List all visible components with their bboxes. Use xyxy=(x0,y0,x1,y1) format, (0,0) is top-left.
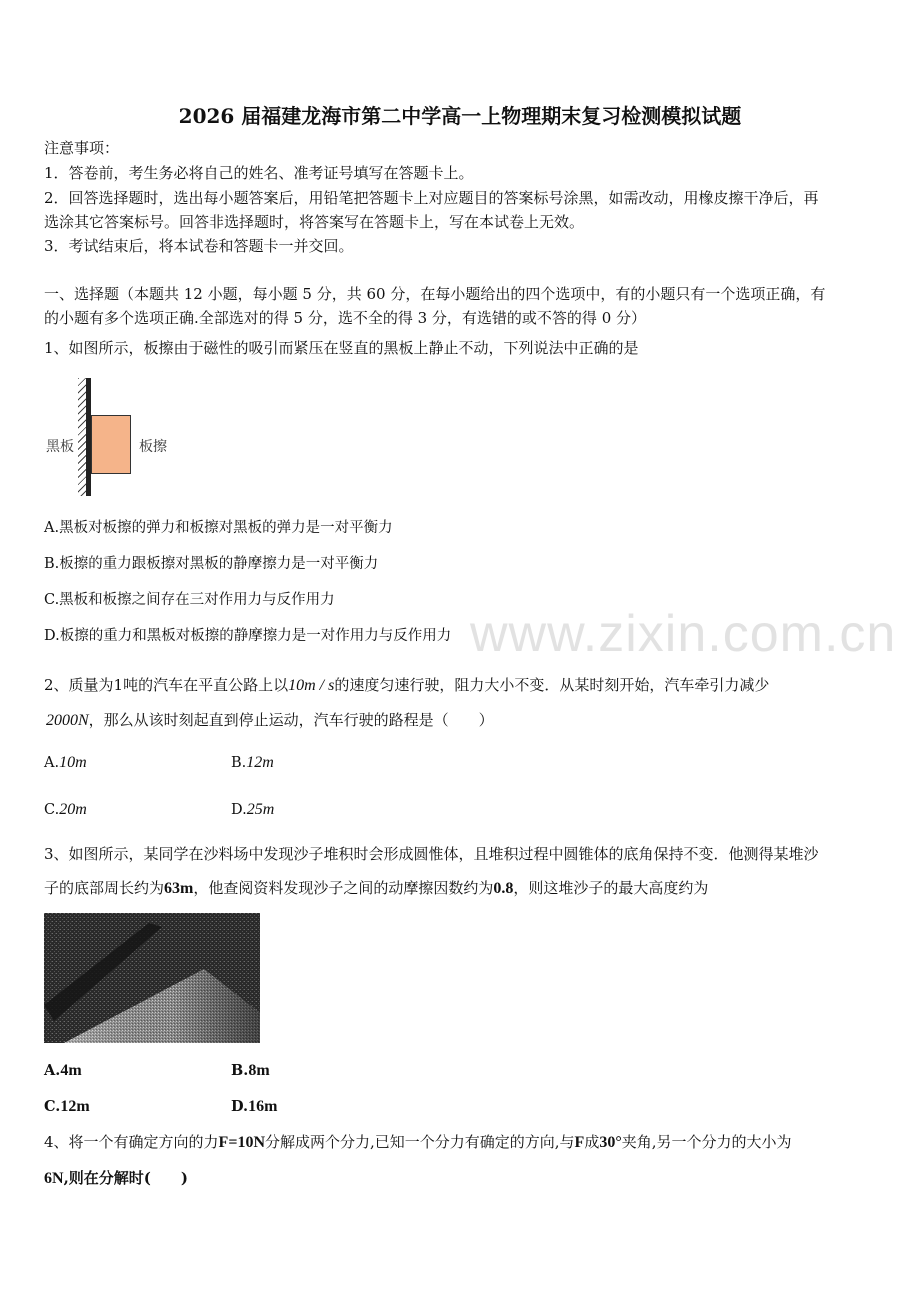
q2-stem-line1 xyxy=(44,675,769,696)
q3-stem-part3: ，则这堆沙子的最大高度约为 xyxy=(513,879,709,897)
q2-option-c xyxy=(44,800,87,820)
q3-option-c-label: C. xyxy=(44,1098,61,1115)
notice-item-3: 3．考试结束后，将本试卷和答题卡一并交回。 xyxy=(44,237,354,255)
page-title: 2026 届福建龙海市第二中学高一上物理期末复习检测模拟试题 xyxy=(178,104,742,128)
q2-option-b-label: B. xyxy=(231,755,247,771)
q2-option-a-value: 10m xyxy=(59,754,87,771)
q3-stem-part1: 子的底部周长约为 xyxy=(44,879,165,897)
wall-hatch xyxy=(78,378,86,496)
q4-stem-part5: ,则在分解时( ) xyxy=(63,1169,188,1187)
q2-stem-part2: 的速度匀速行驶，阻力大小不变．从某时刻开始，汽车牵引力减少 xyxy=(334,676,770,694)
notice-item-2: 2．回答选择题时，选出每小题答案后，用铅笔把答题卡上对应题目的答案标号涂黑，如需改动，用橡皮擦干净后，再 xyxy=(44,189,819,207)
q3-option-a-label: A. xyxy=(44,1062,61,1079)
q3-option-d-value: 16m xyxy=(248,1098,278,1115)
q2-option-d xyxy=(231,800,274,820)
q3-option-a xyxy=(44,1061,82,1081)
q3-option-c xyxy=(44,1097,90,1117)
eraser-label: 板擦 xyxy=(139,439,167,455)
q1-option-c: C.黑板和板擦之间存在三对作用力与反作用力 xyxy=(44,592,335,608)
q1-option-d: D.板擦的重力和黑板对板擦的静摩擦力是一对作用力与反作用力 xyxy=(44,628,452,644)
q1-stem: 1、如图所示，板擦由于磁性的吸引而紧压在竖直的黑板上静止不动，下列说法中正确的是 xyxy=(44,339,639,357)
q1-option-b: B.板擦的重力跟板擦对黑板的静摩擦力是一对平衡力 xyxy=(44,556,379,572)
sand-pile-photo xyxy=(44,913,260,1043)
q3-option-d xyxy=(231,1097,277,1117)
q4-stem-part4: 夹角,另一个分力的大小为 xyxy=(621,1133,792,1151)
q3-option-b xyxy=(231,1061,270,1081)
q3-option-d-label: D. xyxy=(231,1098,249,1115)
q2-option-c-value: 20m xyxy=(59,801,87,818)
eraser-block xyxy=(91,415,131,474)
section-heading-cont: 的小题有多个选项正确.全部选对的得 5 分，选不全的得 3 分，有选错的或不答的得 0 分） xyxy=(44,309,647,327)
q4-stem-line1 xyxy=(44,1132,792,1153)
q2-option-c-label: C. xyxy=(44,802,60,818)
q3-option-c-value: 12m xyxy=(60,1098,90,1115)
notice-heading: 注意事项： xyxy=(44,139,120,157)
q3-option-a-value: 4m xyxy=(60,1062,82,1079)
q4-f-symbol: F xyxy=(574,1134,585,1151)
q2-stem-line2 xyxy=(46,710,494,731)
q4-stem-part2: 分解成两个分力,已知一个分力有确定的方向,与 xyxy=(265,1133,575,1151)
q2-option-a xyxy=(44,753,87,773)
q4-angle: 30° xyxy=(599,1134,622,1151)
notice-item-2-cont: 选涂其它答案标号。回答非选择题时，将答案写在答题卡上，写在本试卷上无效。 xyxy=(44,213,585,231)
q3-stem-line2 xyxy=(44,878,708,899)
q2-option-d-value: 25m xyxy=(246,801,275,818)
q3-option-b-value: 8m xyxy=(248,1062,270,1079)
q2-option-a-label: A. xyxy=(44,755,60,771)
q3-friction: 0.8 xyxy=(493,880,514,897)
notice-item-1: 1．答卷前，考生务必将自己的姓名、准考证号填写在答题卡上。 xyxy=(44,164,474,182)
q2-speed: 10m / s xyxy=(288,677,335,694)
q2-stem-part3: ，那么从该时刻起直到停止运动，汽车行驶的路程是（ ） xyxy=(88,711,494,729)
q3-stem-line1: 3、如图所示，某同学在沙料场中发现沙子堆积时会形成圆惟体，且堆积过程中圆锥体的底角保持不变．他测得某堆沙 xyxy=(44,845,819,863)
q3-option-b-label: B. xyxy=(231,1062,249,1079)
q2-option-b xyxy=(231,753,274,773)
q2-option-d-label: D. xyxy=(231,802,247,818)
q1-option-a: A.黑板对板擦的弹力和板擦对黑板的弹力是一对平衡力 xyxy=(44,520,393,536)
q4-force-2: 6N xyxy=(44,1170,64,1187)
q4-stem-part3: 成 xyxy=(584,1133,600,1151)
sand-pile-image xyxy=(44,913,260,1043)
q3-stem-part2: ，他查阅资料发现沙子之间的动摩擦因数约为 xyxy=(193,879,494,897)
q2-stem-part1: 2、质量为1吨的汽车在平直公路上以 xyxy=(44,676,289,694)
section-heading: 一、选择题（本题共 12 小题，每小题 5 分，共 60 分，在每小题给出的四个选项中，有的小题只有一个选项正确，有 xyxy=(44,285,826,303)
q4-force: F=10N xyxy=(218,1134,265,1151)
q4-stem-line2 xyxy=(44,1168,188,1189)
q3-perimeter: 63m xyxy=(164,880,194,897)
q2-force: 2000N xyxy=(46,712,89,729)
blackboard-label: 黑板 xyxy=(46,439,74,455)
watermark: www.zixin.com.cn xyxy=(470,605,897,663)
q2-option-b-value: 12m xyxy=(246,754,274,771)
q4-stem-part1: 4、将一个有确定方向的力 xyxy=(44,1133,219,1151)
